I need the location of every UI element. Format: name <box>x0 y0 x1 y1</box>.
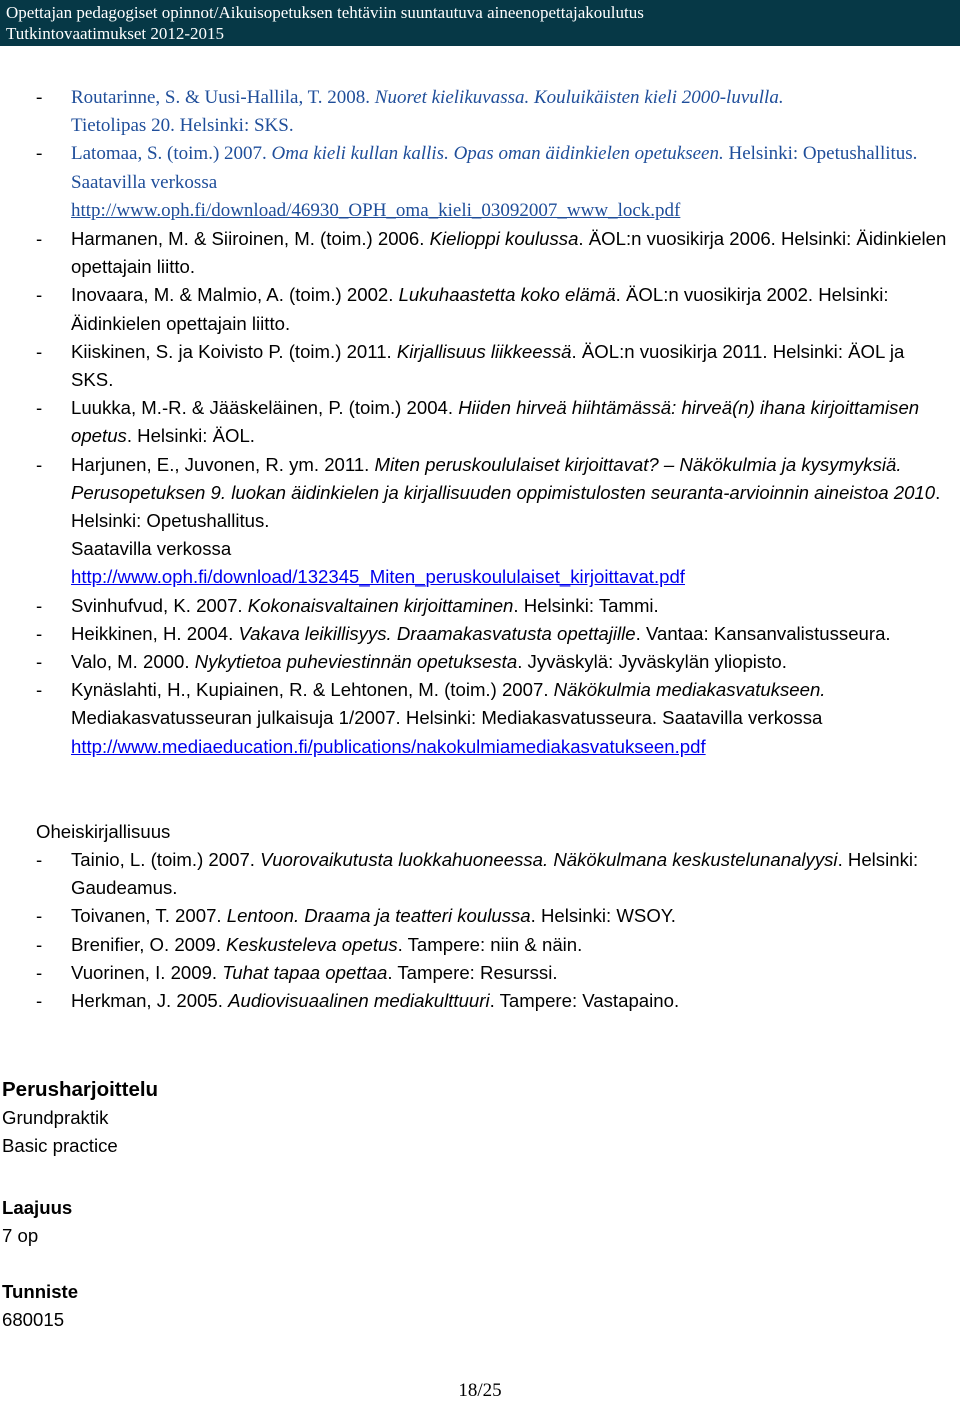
list-dash: - <box>36 622 43 644</box>
reference-item <box>32 84 947 140</box>
reference-title: Lukuhaastetta koko elämä <box>398 284 616 306</box>
reference-item <box>32 592 947 620</box>
reference-authors: Heikkinen, H. 2004. <box>71 622 239 644</box>
list-dash: - <box>36 990 43 1012</box>
reference-title: Tuhat tapaa opettaa <box>222 961 388 983</box>
reference-title: Kokonaisvaltainen kirjoittaminen <box>247 594 514 616</box>
course-title-english: Basic practice <box>2 1135 118 1157</box>
reference-authors: Latomaa, S. (toim.) 2007. <box>71 143 272 165</box>
reference-authors: Vuorinen, I. 2009. <box>71 961 223 983</box>
reference-item <box>32 338 947 394</box>
reference-item <box>32 846 947 902</box>
reference-title: Vakava leikillisyys. Draamakasvatusta opettajille <box>238 622 636 644</box>
reference-authors: Herkman, J. 2005. <box>71 990 229 1012</box>
reference-item <box>32 140 947 225</box>
identifier-label: Tunniste <box>2 1281 79 1302</box>
list-dash: - <box>36 933 43 955</box>
reference-title: Nykytietoa puheviestinnän opetuksesta <box>194 651 518 673</box>
list-dash: - <box>36 453 43 475</box>
list-dash: - <box>36 594 43 616</box>
reference-authors: Luukka, M.-R. & Jääskeläinen, P. (toim.) 2004. <box>71 397 459 419</box>
reference-item <box>32 676 947 761</box>
course-identifier <box>2 1278 78 1334</box>
reference-authors: Kynäslahti, H., Kupiainen, R. & Lehtonen, M. (toim.) 2007. <box>71 679 554 701</box>
reference-item <box>32 281 947 337</box>
course-title: Perusharjoittelu <box>2 1078 159 1101</box>
reference-item <box>32 620 947 648</box>
reference-authors: Harjunen, E., Juvonen, R. ym. 2011. <box>71 453 375 475</box>
reference-authors: Routarinne, S. & Uusi-Hallila, T. 2008. <box>71 87 375 108</box>
reference-publisher: . Helsinki: WSOY. <box>530 905 676 927</box>
reference-title: Nuoret kielikuvassa. Kouluikäisten kieli 2000-luvulla. <box>374 87 784 108</box>
reference-title: Keskusteleva opetus <box>226 933 398 955</box>
scope-label: Laajuus <box>2 1197 73 1218</box>
reference-title: Kielioppi koulussa <box>429 228 579 250</box>
reference-availability: Saatavilla verkossa <box>71 538 232 560</box>
reference-authors: Inovaara, M. & Malmio, A. (toim.) 2002. <box>71 284 399 306</box>
scope-value: 7 op <box>2 1225 39 1247</box>
reference-title: Kirjallisuus liikkeessä <box>396 340 572 362</box>
course-title-swedish: Grundpraktik <box>2 1107 109 1129</box>
reference-item <box>32 902 947 930</box>
reference-publisher: . Vantaa: Kansanvalistusseura. <box>635 622 891 644</box>
reference-authors: Brenifier, O. 2009. <box>71 933 227 955</box>
reference-authors: Valo, M. 2000. <box>71 651 195 673</box>
reference-publisher: . Tampere: Vastapaino. <box>489 990 680 1012</box>
reference-title: Audiovisuaalinen mediakulttuuri <box>228 990 490 1012</box>
reference-publisher: . Jyväskylä: Jyväskylän yliopisto. <box>517 651 787 673</box>
reference-publisher: . Tampere: niin & näin. <box>397 933 583 955</box>
reference-title: Hiiden hirveä hiihtämässä: hirveä(n) ihana kirjoittamisen opetus <box>71 397 920 447</box>
reference-authors: Svinhufvud, K. 2007. <box>71 594 248 616</box>
course-scope <box>2 1194 72 1250</box>
reference-authors: Toivanen, T. 2007. <box>71 905 227 927</box>
reference-link[interactable]: http://www.mediaeducation.fi/publications/nakokulmiamediakasvatukseen.pdf <box>71 735 706 757</box>
reference-publisher: Helsinki: Opetushallitus. Saatavilla verkossa <box>71 143 918 193</box>
reference-authors: Kiiskinen, S. ja Koivisto P. (toim.) 2011. <box>71 340 397 362</box>
reference-title: Näkökulmia mediakasvatukseen. <box>553 679 826 701</box>
list-dash: - <box>36 849 43 870</box>
reference-publisher: . Tampere: Resurssi. <box>387 961 558 983</box>
reference-authors: Harmanen, M. & Siiroinen, M. (toim.) 2006. <box>71 228 430 250</box>
page-header <box>0 0 960 46</box>
reference-publisher: Mediakasvatusseuran julkaisuja 1/2007. Helsinki: Mediakasvatusseura. Saatavilla verkossa <box>71 707 823 729</box>
list-dash: - <box>36 651 43 673</box>
reference-item <box>32 648 947 676</box>
course-section <box>2 1076 158 1161</box>
reference-item <box>32 394 947 450</box>
list-dash: - <box>36 679 43 701</box>
reference-publisher: . Helsinki: Opetushallitus. <box>71 481 941 532</box>
reference-item <box>32 987 947 1015</box>
list-dash: - <box>36 228 43 250</box>
reference-publisher: . ÄOL:n vuosikirja 2011. Helsinki: ÄOL ja SKS. <box>71 340 905 391</box>
list-dash: - <box>36 284 43 306</box>
reference-title: Vuorovaikutusta luokkahuoneessa. Näkökulmana keskustelunanalyysi <box>260 849 838 870</box>
list-dash: - <box>36 397 43 419</box>
page-number: 18/25 <box>458 1380 502 1401</box>
reference-list <box>32 84 947 761</box>
reference-link[interactable]: http://www.oph.fi/download/46930_OPH_oma_kieli_03092007_www_lock.pdf <box>71 199 681 221</box>
reference-publisher: . ÄOL:n vuosikirja 2006. Helsinki: Äidinkielen opettajain liitto. <box>71 228 947 278</box>
list-dash: - <box>36 143 43 165</box>
list-dash: - <box>36 961 43 983</box>
reference-publisher: Tietolipas 20. Helsinki: SKS. <box>71 115 294 137</box>
reference-publisher: . Helsinki: Gaudeamus. <box>71 849 919 899</box>
list-dash: - <box>36 87 43 108</box>
reference-title: Oma kieli kullan kallis. Opas oman äidinkielen opetukseen. <box>271 143 724 165</box>
identifier-value: 680015 <box>2 1309 65 1331</box>
reference-item <box>32 451 947 592</box>
reference-item <box>32 225 947 281</box>
header-curriculum-years: Tutkintovaatimukset 2012-2015 <box>6 24 225 43</box>
reference-title: Lentoon. Draama ja teatteri koulussa <box>226 905 531 927</box>
reference-item <box>32 931 947 959</box>
reference-publisher: . Helsinki: Tammi. <box>513 594 659 616</box>
supplementary-heading: Oheiskirjallisuus <box>36 821 171 842</box>
reference-item <box>32 959 947 987</box>
list-dash: - <box>36 340 43 362</box>
list-dash: - <box>36 905 43 927</box>
reference-publisher: . ÄOL:n vuosikirja 2002. Helsinki: Äidinkielen opettajain liitto. <box>71 284 889 334</box>
supplementary-list <box>32 846 947 1015</box>
header-program-title: Opettajan pedagogiset opinnot/Aikuisopetuksen tehtäviin suuntautuva aineenopettajakoulutus <box>6 3 644 22</box>
reference-link[interactable]: http://www.oph.fi/download/132345_Miten_peruskoululaiset_kirjoittavat.pdf <box>71 566 685 588</box>
reference-title: Miten peruskoululaiset kirjoittavat? – Näkökulmia ja kysymyksiä. Perusopetuksen 9. luokan äidinkielen ja kirjallisuuden oppimistulosten seuranta-arvioinnin aineistoa 2010 <box>71 453 936 503</box>
reference-authors: Tainio, L. (toim.) 2007. <box>71 849 261 870</box>
reference-publisher: . Helsinki: ÄOL. <box>126 425 255 447</box>
